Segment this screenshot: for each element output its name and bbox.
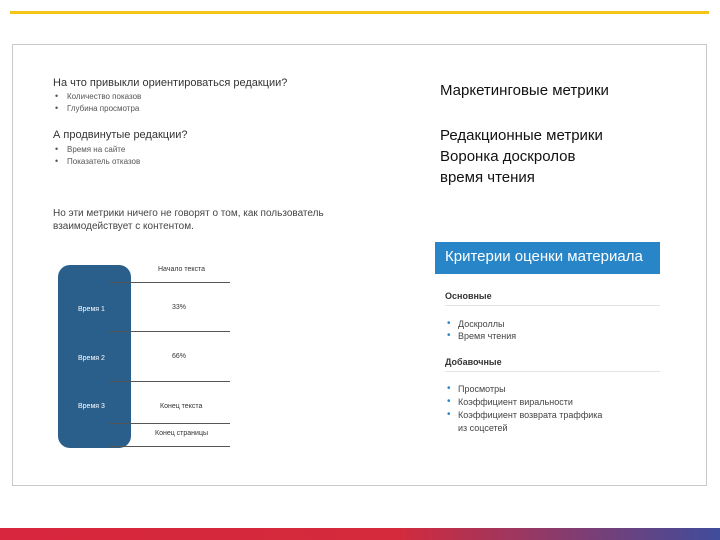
criteria-extra-item-1: • Просмотры [445,384,506,394]
editorial-metrics-line-2: Воронка доскролов [440,148,576,165]
marker-line-end-page [110,446,230,447]
end-of-page-label: Конец страницы [155,430,208,437]
top-accent-rule [10,11,709,14]
question-heading-2: А продвинутые редакции? [53,129,188,141]
marker-line-start [110,282,230,283]
q1-item-2: • Глубина просмотра [53,104,139,113]
criteria-extra-item-3-continuation: из соцсетей [458,423,508,433]
criteria-main-divider [445,305,660,306]
marketing-metrics-heading: Маркетинговые метрики [440,82,609,99]
q2-item-1: • Время на сайте [53,145,125,154]
criteria-main-title: Основные [445,291,492,301]
criteria-main-item-1: • Доскроллы [445,319,504,329]
metrics-note: Но эти метрики ничего не говорят о том, как пользователь взаимодействует с контентом. [53,208,324,232]
percent-66: 66% [172,353,187,360]
criteria-extra-title: Добавочные [445,357,502,367]
criteria-extra-item-2: • Коэффициент виральности [445,397,573,407]
start-of-text-label: Начало текста [158,266,206,273]
editorial-metrics-line-3: время чтения [440,169,535,186]
time-label-1: Время 1 [78,306,105,313]
marker-line-33 [110,331,230,332]
time-label-2: Время 2 [78,355,105,362]
criteria-title: Критерии оценки материала [445,248,643,265]
marker-line-end-text [110,423,230,424]
percent-33: 33% [172,304,187,311]
editorial-metrics-line-1: Редакционные метрики [440,127,603,144]
criteria-extra-divider [445,371,660,372]
criteria-header [435,242,660,274]
marker-line-66 [110,381,230,382]
criteria-main-item-2: • Время чтения [445,331,516,341]
q1-item-1: • Количество показов [53,92,141,101]
criteria-extra-item-3: • Коэффициент возврата траффика [445,410,602,420]
bottom-accent-bar [0,528,720,540]
question-heading-1: На что привыкли ориентироваться редакции? [53,77,288,89]
time-label-3: Время 3 [78,403,105,410]
end-of-text-label: Конец текста [160,403,203,410]
q2-item-2: • Показатель отказов [53,157,140,166]
